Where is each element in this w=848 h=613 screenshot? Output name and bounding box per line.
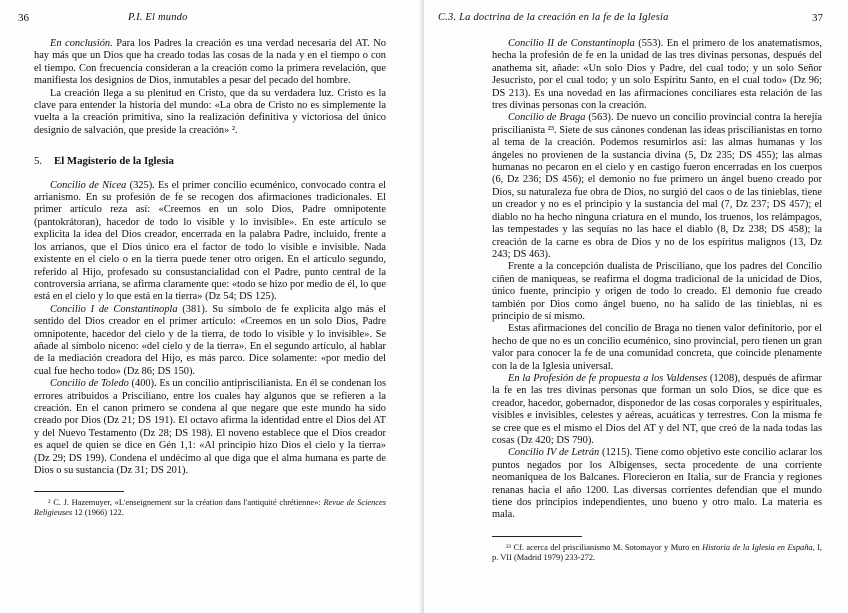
paragraph-text: (400). Es un concilio antipriscilianista. En él se condenan los errores atribuidos a Prisciliano, entre los cuales hay algunos que se refieren a la creación. En el canon primero se condena al que negare que este mundo ha sido creado por Dios (Dz 21; DS 191). El octavo afirma la identidad entre el Dios del AT y del Nuevo Testamento (Dz 28; DS 198). El noveno establece que el Dios creador es aquel de quien se dice en Gén 1,1: «Al principio hizo Dios el cielo y la tierra» (Dz 29; DS 199). Condena el undécimo al que diga que el alma humana es parte de Dios o su sustancia (Dz 31; DS 201). — [34, 378, 386, 476]
left-paragraph-1 — [34, 38, 386, 88]
paragraph-text: Estas afirmaciones del concilio de Braga no tienen valor definitorio, por el hecho de que no es un concilio ecuménico, sino provincial, pero tienen un gran valor para conocer la fe de una comunidad concreta, que coincide plenamente con la de la Iglesia universal. — [492, 323, 822, 372]
running-head-right: C.3. La doctrina de la creación en la fe de la Iglesia — [438, 12, 669, 23]
paragraph-text: Frente a la concepción dualista de Prisciliano, que los padres del Concilio ciñen de maniqueas, se reafirma el dogma tradicional de la unicidad de Dios, único fuente, principio y origen de todo lo creado. El demonio fue creado también por Dios como ángel bueno, no ha salido de las tinieblas, ni es principio de sí mismo. — [492, 261, 822, 322]
paragraph-lead: Concilio II de Constantinopla — [508, 38, 635, 49]
paragraph-text: (563). De nuevo un concilio provincial contra la herejía priscilianista ²³. Siete de sus cánones condenan las ideas priscilianistas en torno al tema de la creación. Podemos resumirlos así: las almas humanas y los ángeles no provienen de la sustancia divina (5, Dz 235; DS 455); las almas humanas no pecaron en el cielo y en castigo fueron encerradas en los cuerpos (6, Dz 236; DS 456); el demonio no fue primero un ángel bueno creado por Dios, su naturaleza fue obra de Dios, no surgió del caos o de las tinieblas, tiene un creador y no es el principio y la sustancia del mal (7, Dz 237; DS 457); el diablo no ha hecho ninguna criatura en el mundo, los truenos, los relámpagos, las tempestades y las sequías no las hace el diablo (8, Dz 238; DS 458); la creación de la carne es obra de Dios y no de los espíritus malignos (13, Dz 243; DS 463). — [492, 112, 823, 260]
paragraph-text: (325). Es el primer concilio ecuménico, convocado contra el arrianismo. En su profesión de fe se recogen dos afirmaciones tradicionales. El primer artículo reza así: «Creemos en un solo Dios, Padre omnipotente (pantokrátoran), hacedor de todo lo visible y lo invisible». En este artículo se explicita la idea del Dios creador, encerrada en la palabra Padre, incluido, frente a los arrianos, que el Dios único era el factor de todo lo visible e invisible. Nada existente en el cielo o en la tierra puede tener otro origen. En el artículo segundo, referido al Hijo, profesado su consustancialidad con el Padre, punto central de la controversia arriana, se afirma claramente que: «todo se hizo por medio de él, lo que está en el cielo y lo que está en la tierra» (Dz 54; DS 125). — [34, 179, 387, 303]
footnote-source: Revue de Sciences Religieuses — [34, 498, 386, 518]
footnote-tail: I, p. VII (Madrid 1979) 233-272. — [492, 542, 823, 562]
paragraph-text: (553). En el primero de los anatematismos, hecha la profesión de fe en la unidad de las tres divinas personas, después del anathema sit, añade: «Un solo Dios y Padre, del cual todo; y un solo Señor Jesucristo, por el cual todo; y un solo Espíritu Santo, en el cual todo» (Dz 96; DS 213). Es una novedad en las afirmaciones conciliares esta relación de las tres divinas personas con la creación. — [492, 38, 822, 112]
paragraph-lead: Concilio de Braga — [508, 112, 586, 124]
footnote-divider — [492, 536, 582, 537]
paragraph-text: (381). Su símbolo de fe explicita algo más el sentido del Dios creador en el primer artículo: «Creemos en un solo Dios, Padre omnipotente, hacedor del cielo y de la tierra, de todo lo visible y lo invisible». Se añade al símbolo niceno: «del cielo y de la tierra». En el segundo artículo, al hablar de la mediación creadora del Hijo, es más parco. Dice solamente: «por medio del cual fue hecho todo» (Dz 86; DS 150). — [34, 303, 386, 377]
running-head-left: P.I. El mundo — [128, 12, 188, 23]
paragraph-lead: Concilio I de Constantinopla — [50, 303, 178, 315]
paragraph-text: (1215). Tiene como objetivo este concilio aclarar los puntos negados por los Albigenses, secta procedente de una corriente neomaniquea de los Balcanes. Florecieron en Italia, sur de Francia y regiones renanas hacia el año 1200. Las diversas corrientes defendían que el mundo tiene dos principios independientes, uno bueno y otro malo. La materia es mala. — [492, 447, 822, 521]
right-paragraph-1 — [492, 38, 822, 112]
page-number-right: 37 — [812, 12, 823, 24]
section-number: 5. — [34, 155, 43, 168]
footnote-marker: ²³ — [506, 542, 512, 552]
paragraph-lead: Concilio de Nicea — [50, 179, 127, 191]
right-paragraph-4 — [492, 323, 822, 373]
section-title: El Magisterio de la Iglesia — [54, 155, 174, 168]
section-heading — [34, 155, 386, 167]
paragraph-text: (1208), después de afirmar la fe en las tres divinas personas que forman un solo Dios, se dice que es creador, hacedor, gobernador, disponedor de las cosas corporales y espirituales, visibles e invisibles, celestes y aéreas, acuáticas y terrestres. Con la misma fe se cree que es el mismo el Dios del AT y del NT, que creó de la nada todas las cosas (Dz 420; DS 790). — [492, 372, 822, 446]
footnote-tail: 12 (1966) 122. — [72, 508, 124, 518]
paragraph-lead: Concilio de Toledo — [50, 378, 129, 390]
footnote-source: Historia de la Iglesia en España, — [702, 542, 815, 552]
footnote-left — [34, 498, 386, 518]
left-paragraph-5 — [34, 378, 386, 477]
right-paragraph-3 — [492, 261, 822, 323]
left-paragraph-4 — [34, 304, 386, 378]
left-body-column — [34, 38, 386, 518]
footnote-marker: ² — [48, 498, 51, 508]
paragraph-lead: En conclusión. — [50, 38, 113, 49]
paragraph-lead: Concilio IV de Letrán — [508, 447, 600, 459]
paragraph-text: La creación llega a su plenitud en Cristo, que da su verdadera luz. Cristo es la clave para entender la historia del mundo: «La obra de Cristo no es simplemente la vuelta a la creación primitiva, sino la realización definitiva y victoriosa del único designio de salvación, que preside la creación» ². — [34, 87, 386, 136]
paragraph-text: Para los Padres la creación es una verdad necesaria del AT. No hay más que un Dios que ha creado todas las cosas de la nada y en el tiempo o con el tiempo. Con frecuencia consideran a la creación como la primera revelación, que manifiesta los designios de Dios, inmutables a pesar del pecado del hombre. — [34, 38, 387, 87]
footnote-divider — [34, 491, 124, 492]
left-paragraph-2 — [34, 88, 386, 138]
page-number-left: 36 — [18, 12, 29, 24]
right-paragraph-2 — [492, 112, 822, 261]
footnote-right — [492, 543, 822, 563]
paragraph-lead: En la Profesión de fe propuesta a los Valdenses — [508, 372, 708, 384]
footnote-text: Cf. acerca del priscilianismo M. Sotomayor y Muro en — [513, 542, 703, 552]
left-paragraph-3 — [34, 180, 386, 304]
footnote-text: C. J. Hazemuyer, «L'enseignement sur la création dans l'antiquité chrétienne»: — [53, 498, 324, 508]
right-paragraph-6 — [492, 447, 822, 521]
right-paragraph-5 — [492, 373, 822, 447]
right-body-column — [492, 38, 822, 563]
